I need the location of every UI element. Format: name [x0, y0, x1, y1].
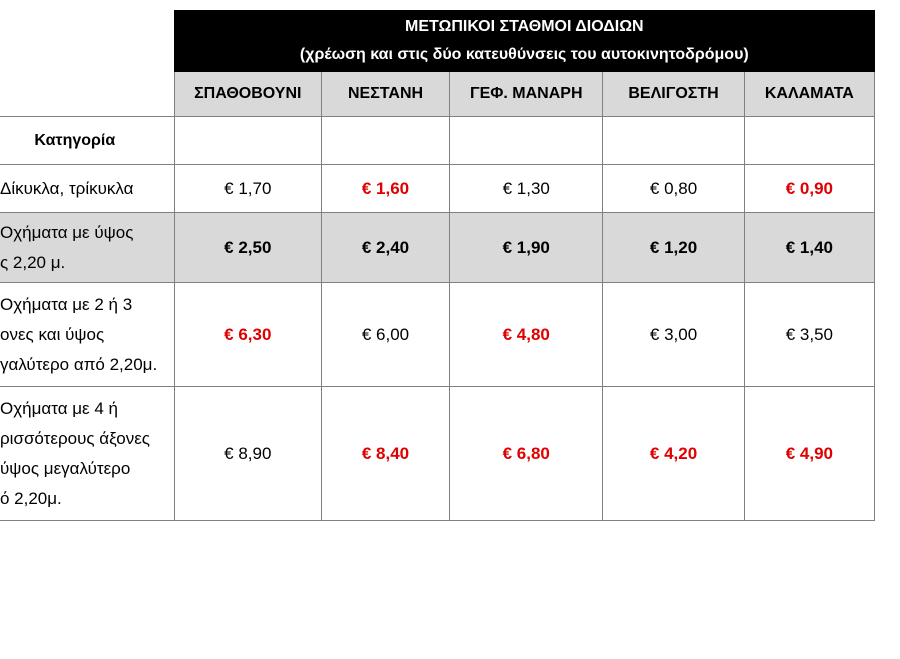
category-line: ονες και ύψος	[0, 324, 105, 344]
price-cell: € 6,30	[174, 283, 321, 387]
toll-price-table	[0, 10, 875, 521]
title-line-1: ΜΕΤΩΠΙΚΟΙ ΣΤΑΘΜΟΙ ΔΙΟΔΙΩΝ	[405, 18, 644, 35]
category-line: Οχήματα με 4 ή	[0, 398, 118, 418]
blank-corner-cell	[0, 11, 174, 72]
price-cell: € 4,90	[744, 387, 874, 521]
price-cell: € 1,20	[603, 213, 744, 283]
price-cell: € 0,90	[744, 165, 874, 213]
category-line: ς 2,20 μ.	[0, 252, 66, 272]
price-cell: € 1,40	[744, 213, 874, 283]
price-cell: € 8,40	[321, 387, 449, 521]
price-cell: € 4,80	[450, 283, 603, 387]
category-header: Κατηγορία	[0, 117, 174, 165]
table-row	[0, 283, 875, 387]
price-cell: € 2,40	[321, 213, 449, 283]
price-cell: € 6,00	[321, 283, 449, 387]
table-title	[174, 11, 874, 72]
category-cell	[0, 213, 174, 283]
price-cell: € 1,30	[450, 165, 603, 213]
empty-cell	[321, 117, 449, 165]
category-line: ύψος μεγαλύτερο	[0, 458, 131, 478]
price-cell: € 4,20	[603, 387, 744, 521]
empty-cell	[603, 117, 744, 165]
price-cell: € 1,60	[321, 165, 449, 213]
price-cell: € 8,90	[174, 387, 321, 521]
empty-cell	[744, 117, 874, 165]
station-header-veligosti: ΒΕΛΙΓΟΣΤΗ	[603, 72, 744, 117]
category-line: γαλύτερο από 2,20μ.	[0, 354, 158, 374]
price-cell: € 1,70	[174, 165, 321, 213]
price-cell: € 2,50	[174, 213, 321, 283]
empty-cell	[174, 117, 321, 165]
station-header-nestani: ΝΕΣΤΑΝΗ	[321, 72, 449, 117]
price-cell: € 1,90	[450, 213, 603, 283]
title-line-2: (χρέωση και στις δύο κατευθύνσεις του αυτοκινητοδρόμου)	[299, 46, 749, 63]
price-cell: € 0,80	[603, 165, 744, 213]
category-cell	[0, 165, 174, 213]
category-line: Οχήματα με 2 ή 3	[0, 294, 133, 314]
station-header-kalamata: ΚΑΛΑΜΑΤΑ	[744, 72, 874, 117]
price-cell: € 3,00	[603, 283, 744, 387]
category-line: Δίκυκλα, τρίκυκλα	[0, 178, 134, 198]
category-cell	[0, 283, 174, 387]
price-cell: € 6,80	[450, 387, 603, 521]
station-header-spathovouni: ΣΠΑΘΟΒΟΥΝΙ	[174, 72, 321, 117]
category-line: ρισσότερους άξονες	[0, 428, 150, 448]
empty-cell	[450, 117, 603, 165]
category-cell	[0, 387, 174, 521]
station-header-gef-manari: ΓΕΦ. ΜΑΝΑΡΗ	[450, 72, 603, 117]
category-line: Οχήματα με ύψος	[0, 222, 134, 242]
table-row	[0, 213, 875, 283]
table-row	[0, 387, 875, 521]
category-line: ό 2,20μ.	[0, 488, 62, 508]
price-cell: € 3,50	[744, 283, 874, 387]
table-row	[0, 165, 875, 213]
blank-corner-cell	[0, 72, 174, 117]
